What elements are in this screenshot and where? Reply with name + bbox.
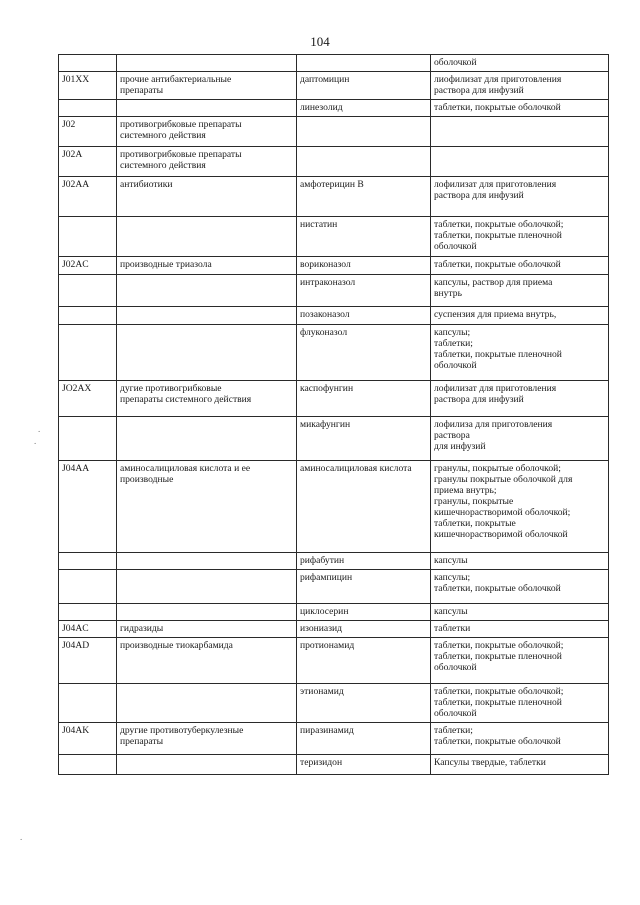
table-row [59, 55, 609, 72]
group-line: противогрибковые препараты [120, 149, 242, 160]
drug-name: флуконазол [300, 327, 348, 338]
atc-code-cell [59, 72, 117, 100]
dosage-form-cell [431, 553, 609, 570]
drug-name-cell [297, 275, 431, 307]
drug-name: вориконазол [300, 259, 351, 270]
drug-name-cell [297, 570, 431, 604]
dosage-form-cell [431, 638, 609, 684]
table-row [59, 307, 609, 325]
table-row [59, 275, 609, 307]
form-line: раствора [434, 430, 470, 441]
atc-code-cell [59, 217, 117, 257]
form-line: таблетки; [434, 338, 473, 349]
dosage-form-cell [431, 72, 609, 100]
form-line: капсулы [434, 606, 468, 617]
drug-name-cell [297, 257, 431, 275]
table-row [59, 755, 609, 775]
medication-table [58, 54, 609, 775]
drug-name-cell [297, 723, 431, 755]
pharmacological-group-cell [117, 55, 297, 72]
form-line: таблетки, покрытые оболочкой; [434, 219, 564, 230]
form-line: таблетки, покрытые [434, 518, 516, 529]
form-line: гранулы покрытые оболочкой для [434, 474, 573, 485]
pharmacological-group-cell [117, 570, 297, 604]
table-row [59, 553, 609, 570]
drug-name-cell [297, 604, 431, 621]
table-row [59, 72, 609, 100]
form-line: таблетки, покрытые пленочной [434, 230, 562, 241]
form-line: капсулы, раствор для приема [434, 277, 553, 288]
atc-code: JO2AX [62, 383, 92, 394]
atc-code-cell [59, 325, 117, 381]
table-row [59, 177, 609, 217]
drug-name-cell [297, 325, 431, 381]
form-line: раствора для инфузий [434, 394, 524, 405]
dosage-form-cell [431, 684, 609, 723]
drug-name-cell [297, 638, 431, 684]
drug-name: протионамид [300, 640, 355, 651]
form-line: оболочкой [434, 241, 477, 252]
atc-code-cell [59, 257, 117, 275]
dosage-form-cell [431, 275, 609, 307]
atc-code-cell [59, 621, 117, 638]
pharmacological-group-cell [117, 684, 297, 723]
form-line: лофилиза для приготовления [434, 419, 553, 430]
pharmacological-group-cell [117, 100, 297, 117]
drug-name-cell [297, 100, 431, 117]
pharmacological-group-cell [117, 217, 297, 257]
dosage-form-cell [431, 723, 609, 755]
form-line: раствора для инфузий [434, 190, 524, 201]
atc-code-cell [59, 381, 117, 417]
drug-name: микафунгин [300, 419, 351, 430]
atc-code: J02 [62, 119, 76, 130]
drug-name-cell [297, 117, 431, 147]
drug-name-cell [297, 72, 431, 100]
atc-code-cell [59, 604, 117, 621]
dosage-form-cell [431, 621, 609, 638]
atc-code: J02A [62, 149, 83, 160]
atc-code-cell [59, 147, 117, 177]
drug-name: циклосерин [300, 606, 349, 617]
drug-name-cell [297, 177, 431, 217]
pharmacological-group-cell [117, 461, 297, 553]
atc-code: J01XX [62, 74, 90, 85]
atc-code-cell [59, 755, 117, 775]
group-line: противогрибковые препараты [120, 119, 242, 130]
form-line: оболочкой [434, 57, 477, 68]
drug-name: аминосалициловая кислота [300, 463, 412, 474]
form-line: таблетки, покрытые оболочкой; [434, 640, 564, 651]
form-line: оболочкой [434, 360, 477, 371]
medication-table-body [59, 55, 609, 775]
pharmacological-group-cell [117, 257, 297, 275]
atc-code-cell [59, 638, 117, 684]
pharmacological-group-cell [117, 553, 297, 570]
table-row [59, 461, 609, 553]
dosage-form-cell [431, 147, 609, 177]
form-line: внутрь [434, 288, 462, 299]
drug-name: нистатин [300, 219, 338, 230]
pharmacological-group-cell [117, 381, 297, 417]
group-line: препараты [120, 736, 164, 747]
margin-mark: . [38, 424, 41, 434]
atc-code: J02AC [62, 259, 89, 270]
dosage-form-cell [431, 100, 609, 117]
drug-name: интраконазол [300, 277, 356, 288]
dosage-form-cell [431, 570, 609, 604]
drug-name-cell [297, 621, 431, 638]
dosage-form-cell [431, 177, 609, 217]
atc-code-cell [59, 553, 117, 570]
drug-name-cell [297, 417, 431, 461]
pharmacological-group-cell [117, 177, 297, 217]
pharmacological-group-cell [117, 604, 297, 621]
group-line: аминосалициловая кислота и ее [120, 463, 251, 474]
dosage-form-cell [431, 117, 609, 147]
form-line: Капсулы твердые, таблетки [434, 757, 546, 768]
table-row [59, 325, 609, 381]
table-row [59, 684, 609, 723]
form-line: лофилизат для приготовления [434, 179, 557, 190]
drug-name: теризидон [300, 757, 343, 768]
atc-code-cell [59, 100, 117, 117]
pharmacological-group-cell [117, 417, 297, 461]
table-row [59, 638, 609, 684]
form-line: таблетки, покрытые оболочкой [434, 583, 561, 594]
form-line: таблетки [434, 623, 471, 634]
drug-name: изониазид [300, 623, 342, 634]
margin-mark: . [20, 832, 23, 842]
drug-name: пиразинамид [300, 725, 354, 736]
form-line: таблетки, покрытые оболочкой [434, 736, 561, 747]
pharmacological-group-cell [117, 755, 297, 775]
atc-code: J04AC [62, 623, 89, 634]
pharmacological-group-cell [117, 325, 297, 381]
drug-name-cell [297, 307, 431, 325]
page-number: 104 [310, 34, 330, 49]
group-line: производные триазола [120, 259, 212, 270]
form-line: для инфузий [434, 441, 486, 452]
form-line: лофилизат для приготовления [434, 383, 557, 394]
drug-name: даптомицин [300, 74, 350, 85]
form-line: оболочкой [434, 662, 477, 673]
form-line: таблетки, покрытые оболочкой; [434, 686, 564, 697]
pharmacological-group-cell [117, 638, 297, 684]
dosage-form-cell [431, 461, 609, 553]
dosage-form-cell [431, 55, 609, 72]
dosage-form-cell [431, 381, 609, 417]
form-line: гранулы, покрытые оболочкой; [434, 463, 561, 474]
pharmacological-group-cell [117, 621, 297, 638]
atc-code: J04AD [62, 640, 90, 651]
drug-name: рифампицин [300, 572, 353, 583]
group-line: производные тиокарбамида [120, 640, 233, 651]
group-line: дугие противогрибковые [120, 383, 222, 394]
table-row [59, 570, 609, 604]
form-line: гранулы, покрытые [434, 496, 514, 507]
atc-code-cell [59, 177, 117, 217]
dosage-form-cell [431, 755, 609, 775]
group-line: препараты системного действия [120, 394, 252, 405]
form-line: таблетки, покрытые оболочкой [434, 102, 561, 113]
group-line: производные [120, 474, 174, 485]
atc-code-cell [59, 461, 117, 553]
drug-name: рифабутин [300, 555, 345, 566]
table-row [59, 147, 609, 177]
drug-name: амфотерицин В [300, 179, 364, 190]
table-row [59, 117, 609, 147]
form-line: кишечнорастворимой оболочкой; [434, 507, 571, 518]
form-line: суспензия для приема внутрь, [434, 309, 557, 320]
form-line: таблетки, покрытые пленочной [434, 651, 562, 662]
pharmacological-group-cell [117, 275, 297, 307]
atc-code: J02AA [62, 179, 90, 190]
drug-name: каспофунгин [300, 383, 354, 394]
table-row [59, 604, 609, 621]
form-line: лиофилизат для приготовления [434, 74, 562, 85]
group-line: системного действия [120, 130, 206, 141]
drug-name-cell [297, 461, 431, 553]
group-line: прочие антибактериальные [120, 74, 232, 85]
form-line: таблетки, покрытые пленочной [434, 697, 562, 708]
table-row [59, 100, 609, 117]
pharmacological-group-cell [117, 147, 297, 177]
dosage-form-cell [431, 604, 609, 621]
table-row [59, 417, 609, 461]
atc-code: J04AA [62, 463, 90, 474]
dosage-form-cell [431, 325, 609, 381]
form-line: раствора для инфузий [434, 85, 524, 96]
atc-code-cell [59, 570, 117, 604]
drug-name-cell [297, 55, 431, 72]
atc-code: J04AK [62, 725, 90, 736]
pharmacological-group-cell [117, 723, 297, 755]
form-line: таблетки; [434, 725, 473, 736]
group-line: антибиотики [120, 179, 173, 190]
drug-name-cell [297, 553, 431, 570]
form-line: капсулы; [434, 327, 471, 338]
dosage-form-cell [431, 257, 609, 275]
form-line: капсулы; [434, 572, 471, 583]
form-line: таблетки, покрытые пленочной [434, 349, 562, 360]
form-line: оболочкой [434, 708, 477, 719]
atc-code-cell [59, 307, 117, 325]
atc-code-cell [59, 417, 117, 461]
drug-name-cell [297, 684, 431, 723]
drug-name: линезолид [300, 102, 343, 113]
group-line: гидразиды [120, 623, 164, 634]
form-line: таблетки, покрытые оболочкой [434, 259, 561, 270]
form-line: кишечнорастворимой оболочкой [434, 529, 568, 540]
pharmacological-group-cell [117, 307, 297, 325]
atc-code-cell [59, 117, 117, 147]
atc-code-cell [59, 723, 117, 755]
group-line: другие противотуберкулезные [120, 725, 244, 736]
form-line: капсулы [434, 555, 468, 566]
margin-mark: . [34, 436, 37, 446]
pharmacological-group-cell [117, 72, 297, 100]
pharmacological-group-cell [117, 117, 297, 147]
form-line: приема внутрь; [434, 485, 497, 496]
table-row [59, 723, 609, 755]
dosage-form-cell [431, 307, 609, 325]
group-line: системного действия [120, 160, 206, 171]
drug-name-cell [297, 381, 431, 417]
table-row [59, 217, 609, 257]
table-row [59, 381, 609, 417]
drug-name: позаконазол [300, 309, 350, 320]
atc-code-cell [59, 275, 117, 307]
dosage-form-cell [431, 217, 609, 257]
atc-code-cell [59, 684, 117, 723]
drug-name: этионамид [300, 686, 344, 697]
group-line: препараты [120, 85, 164, 96]
drug-name-cell [297, 147, 431, 177]
table-row [59, 621, 609, 638]
table-row [59, 257, 609, 275]
atc-code-cell [59, 55, 117, 72]
dosage-form-cell [431, 417, 609, 461]
drug-name-cell [297, 217, 431, 257]
drug-name-cell [297, 755, 431, 775]
